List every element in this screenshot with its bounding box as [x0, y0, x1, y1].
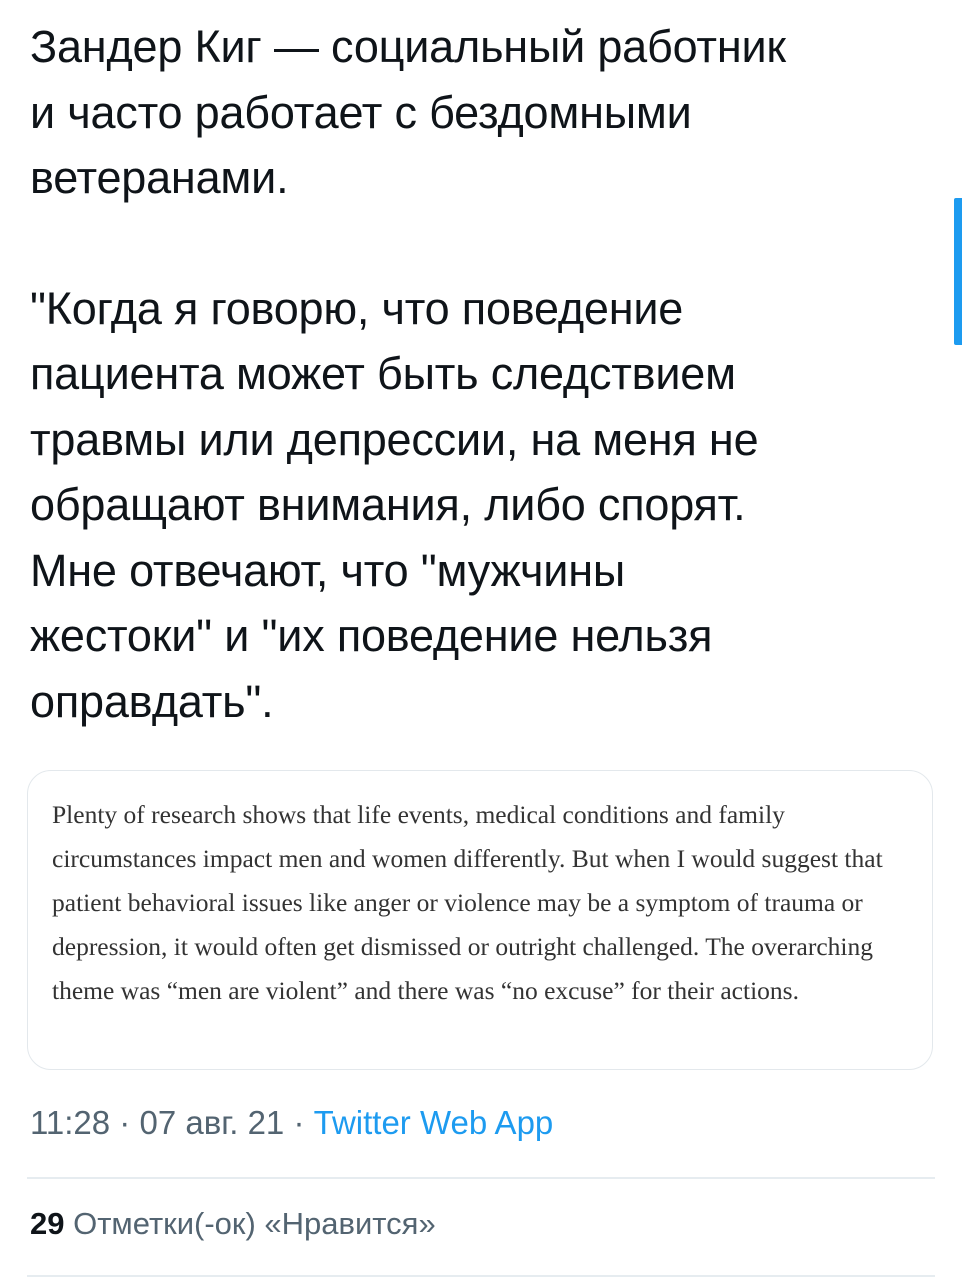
tweet-body [30, 14, 935, 734]
likes-count: 29 [30, 1206, 65, 1241]
quoted-article-card[interactable] [27, 770, 933, 1070]
meta-separator: · [110, 1104, 140, 1141]
tweet-paragraph-1: Зандер Киг — социальный работник и часто работает с бездомными ветеранами. [30, 21, 786, 203]
paragraph-gap [30, 211, 935, 276]
scrollbar-thumb[interactable] [954, 198, 962, 345]
meta-separator: · [284, 1104, 314, 1141]
tweet-source-link[interactable]: Twitter Web App [313, 1104, 554, 1141]
tweet-date[interactable]: 07 авг. 21 [139, 1104, 285, 1141]
tweet-meta [30, 1104, 553, 1142]
tweet-paragraph-2: "Когда я говорю, что поведение пациента может быть следствием травмы или депрессии, на меня не обращают внимания, либо спорят. Мне отвечают, что "мужчины жестоки" и "их поведение нельзя оправдать". [30, 282, 759, 727]
tweet-time[interactable]: 11:28 [30, 1104, 111, 1141]
likes-label: Отметки(-ок) «Нравится» [73, 1206, 436, 1241]
divider [27, 1275, 935, 1277]
likes-stat[interactable] [30, 1206, 436, 1242]
divider [27, 1177, 935, 1179]
quoted-article-text: Plenty of research shows that life events, medical conditions and family circumstances impact men and women differently. But when I would suggest that patient behavioral issues like anger or violence may be a symptom of trauma or depression, it would often get dismissed or outright challenged. The overarching theme was “men are violent” and there was “no excuse” for their actions. [52, 800, 883, 1005]
